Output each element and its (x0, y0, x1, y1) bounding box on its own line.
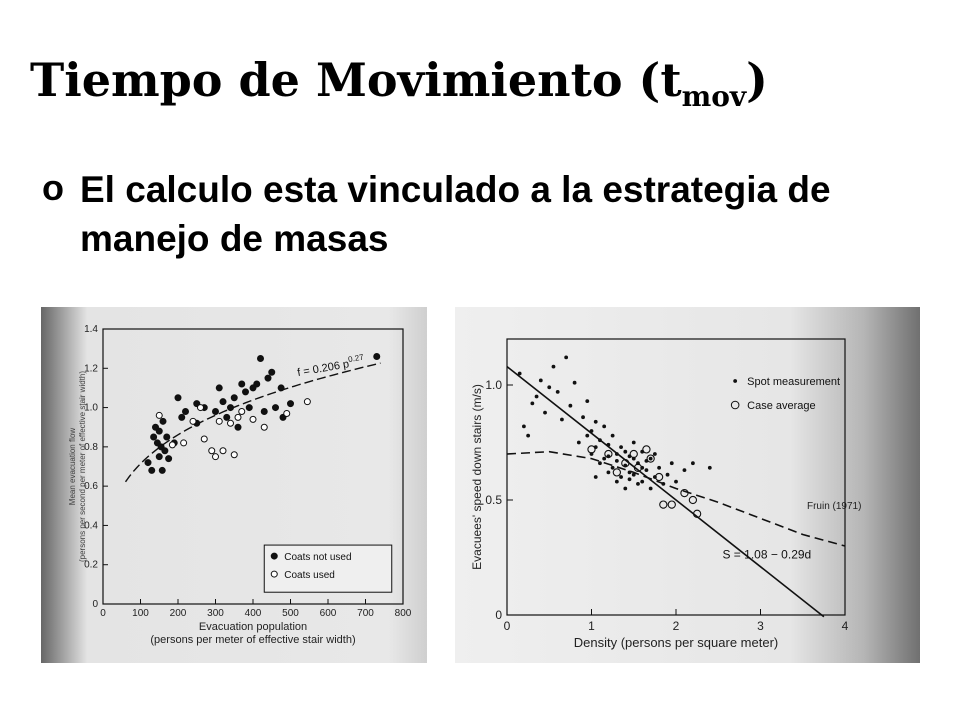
data-point-coats-not-used (278, 385, 284, 391)
data-point-coats-used (181, 440, 187, 446)
data-point-coats-not-used (162, 448, 168, 454)
data-point-coats-not-used (258, 355, 264, 361)
data-point-spot-measurement (522, 425, 526, 429)
legend-label: Coats not used (284, 552, 352, 564)
y-tick-label: 1.2 (84, 363, 98, 375)
data-point-coats-not-used (149, 467, 155, 473)
data-point-coats-not-used (179, 414, 185, 420)
curve-equation-label: f = 0.206 $p^{0.27}$ (296, 352, 365, 380)
data-point-spot-measurement (628, 477, 632, 481)
data-point-coats-not-used (216, 385, 222, 391)
data-point-coats-used (231, 452, 237, 458)
data-point-spot-measurement (615, 480, 619, 484)
scan-background (455, 307, 920, 663)
data-point-spot-measurement (649, 487, 653, 491)
data-point-coats-not-used (269, 369, 275, 375)
data-point-coats-not-used (220, 399, 226, 405)
data-point-spot-measurement (623, 450, 627, 454)
x-tick-label: 2 (672, 619, 680, 633)
y-tick-label: 0 (92, 599, 98, 610)
data-point-coats-not-used (160, 418, 166, 424)
data-point-coats-not-used (246, 405, 252, 411)
data-point-coats-used (190, 418, 196, 424)
data-point-coats-not-used (261, 409, 267, 415)
evacuation-flow-chart (41, 307, 427, 663)
data-point-spot-measurement (530, 402, 534, 406)
bullet-point (42, 165, 922, 263)
y-axis-label: Mean evacuation flow (68, 427, 77, 506)
y-tick-label: 0.4 (84, 520, 98, 532)
left-chart-scan (41, 307, 427, 663)
data-point-coats-used (261, 424, 267, 430)
data-point-spot-measurement (611, 434, 615, 438)
data-point-spot-measurement (547, 385, 551, 389)
data-point-coats-not-used (231, 395, 237, 401)
data-point-spot-measurement (585, 399, 589, 403)
data-point-coats-used (209, 448, 215, 454)
data-point-coats-not-used (183, 409, 189, 415)
regression-equation-label: S = 1.08 − 0.29d (722, 547, 812, 562)
x-tick-label: 800 (394, 608, 412, 619)
data-point-spot-measurement (543, 411, 547, 415)
data-point-coats-used (201, 436, 207, 442)
data-point-spot-measurement (564, 356, 568, 360)
y-axis-label-line2: (persons per second per meter of effective stair width) (78, 370, 87, 563)
data-point-spot-measurement (649, 457, 653, 461)
data-point-coats-used (198, 405, 204, 411)
x-tick-label: 0 (100, 608, 106, 619)
data-point-spot-measurement (615, 452, 619, 456)
data-point-spot-measurement (619, 475, 623, 479)
data-point-spot-measurement (552, 365, 556, 369)
data-point-spot-measurement (607, 471, 611, 475)
data-point-coats-used (213, 454, 219, 460)
data-point-spot-measurement (573, 381, 577, 385)
data-point-coats-not-used (145, 460, 151, 466)
data-point-spot-measurement (607, 443, 611, 447)
data-point-coats-not-used (239, 381, 245, 387)
x-tick-label: 400 (244, 608, 262, 619)
data-point-spot-measurement (691, 461, 695, 465)
data-point-coats-not-used (273, 405, 279, 411)
data-point-spot-measurement (670, 461, 674, 465)
y-tick-label: 0.8 (84, 441, 98, 453)
data-point-spot-measurement (518, 372, 522, 376)
data-point-coats-used (250, 416, 256, 422)
data-point-spot-measurement (581, 415, 585, 419)
data-point-coats-used (169, 442, 175, 448)
legend-marker (271, 553, 277, 559)
data-point-spot-measurement (598, 438, 602, 442)
x-axis-label: Density (persons per square meter) (573, 635, 779, 650)
y-tick-label: 1.0 (84, 402, 98, 414)
y-tick-label: 1.0 (485, 378, 502, 392)
right-chart-scan (455, 307, 920, 663)
x-tick-label: 600 (319, 608, 337, 619)
slide-title (30, 50, 930, 127)
data-point-coats-not-used (164, 434, 170, 440)
curve-exponent: 0.27 (347, 352, 365, 365)
y-tick-label: 0.5 (485, 493, 502, 507)
x-axis-label-line2: (persons per meter of effective stair width) (150, 634, 356, 646)
bullet-text: El calculo esta vinculado a la estrategia de manejo de masas (80, 169, 831, 259)
data-point-spot-measurement (568, 404, 572, 408)
data-point-spot-measurement (577, 441, 581, 445)
x-tick-label: 0 (503, 619, 511, 633)
data-point-coats-not-used (254, 381, 260, 387)
y-tick-label: 0.6 (84, 481, 98, 493)
data-point-spot-measurement (632, 441, 636, 445)
data-point-coats-not-used (213, 409, 219, 415)
data-point-coats-not-used (265, 375, 271, 381)
data-point-coats-used (239, 409, 245, 415)
legend-label: Spot measurement (747, 376, 841, 388)
data-point-coats-not-used (288, 401, 294, 407)
y-tick-label: 1.4 (84, 324, 98, 335)
y-tick-label: 0 (495, 608, 502, 622)
data-point-coats-not-used (228, 405, 234, 411)
x-tick-label: 300 (207, 608, 224, 619)
x-axis-label: Evacuation population (198, 621, 308, 633)
x-tick-label: 4 (841, 619, 849, 633)
data-point-spot-measurement (602, 457, 606, 461)
data-point-spot-measurement (666, 473, 670, 477)
data-point-spot-measurement (640, 480, 644, 484)
data-point-spot-measurement (556, 390, 560, 394)
title-main: Tiempo de Movimiento (t (30, 53, 682, 107)
data-point-spot-measurement (683, 468, 687, 472)
data-point-spot-measurement (615, 459, 619, 463)
bullet-marker: o (42, 167, 64, 208)
data-point-coats-not-used (235, 424, 241, 430)
data-point-coats-not-used (243, 389, 249, 395)
data-point-spot-measurement (560, 418, 564, 422)
x-tick-label: 200 (169, 608, 187, 619)
data-point-spot-measurement (594, 475, 598, 479)
data-point-coats-not-used (156, 428, 162, 434)
data-point-spot-measurement (628, 471, 632, 475)
x-tick-label: 500 (282, 608, 299, 619)
data-point-spot-measurement (594, 420, 598, 424)
data-point-coats-not-used (159, 467, 165, 473)
title-subscript: mov (681, 80, 747, 113)
data-point-spot-measurement (623, 487, 627, 491)
stair-speed-chart (455, 307, 920, 663)
data-point-coats-used (228, 420, 234, 426)
x-tick-label: 1 (588, 619, 595, 633)
title-close: ) (746, 53, 768, 107)
data-point-coats-not-used (156, 454, 162, 460)
data-point-spot-measurement (632, 473, 636, 477)
data-point-coats-used (220, 448, 226, 454)
data-point-spot-measurement (611, 466, 615, 470)
data-point-coats-not-used (166, 456, 172, 462)
x-tick-label: 100 (132, 608, 149, 619)
data-point-coats-used (235, 414, 241, 420)
y-tick-label: 0.2 (84, 559, 98, 571)
x-tick-label: 3 (757, 619, 764, 633)
data-point-coats-used (156, 412, 162, 418)
data-point-spot-measurement (602, 425, 606, 429)
data-point-coats-not-used (224, 414, 230, 420)
data-point-spot-measurement (661, 482, 665, 486)
data-point-coats-not-used (374, 354, 380, 360)
data-point-spot-measurement (590, 429, 594, 433)
data-point-coats-used (304, 399, 310, 405)
data-point-spot-measurement (708, 466, 712, 470)
data-point-coats-used (284, 410, 290, 416)
data-point-spot-measurement (535, 395, 539, 399)
data-point-spot-measurement (636, 482, 640, 486)
fruin-label: Fruin (1971) (806, 501, 862, 513)
legend-label: Coats used (284, 570, 335, 582)
legend-marker (271, 571, 277, 577)
data-point-spot-measurement (645, 468, 649, 472)
y-axis-label: Evacuees' speed down stairs (m/s) (470, 384, 484, 570)
x-tick-label: 700 (357, 608, 374, 619)
data-point-spot-measurement (585, 434, 589, 438)
data-point-coats-used (216, 418, 222, 424)
data-point-spot-measurement (539, 379, 543, 383)
data-point-spot-measurement (653, 452, 657, 456)
data-point-spot-measurement (657, 466, 661, 470)
legend-marker (733, 379, 737, 383)
data-point-spot-measurement (598, 461, 602, 465)
data-point-coats-not-used (175, 395, 181, 401)
data-point-spot-measurement (619, 445, 623, 449)
data-point-coats-not-used (151, 434, 157, 440)
legend-label: Case average (747, 400, 816, 412)
data-point-spot-measurement (526, 434, 530, 438)
data-point-spot-measurement (674, 480, 678, 484)
